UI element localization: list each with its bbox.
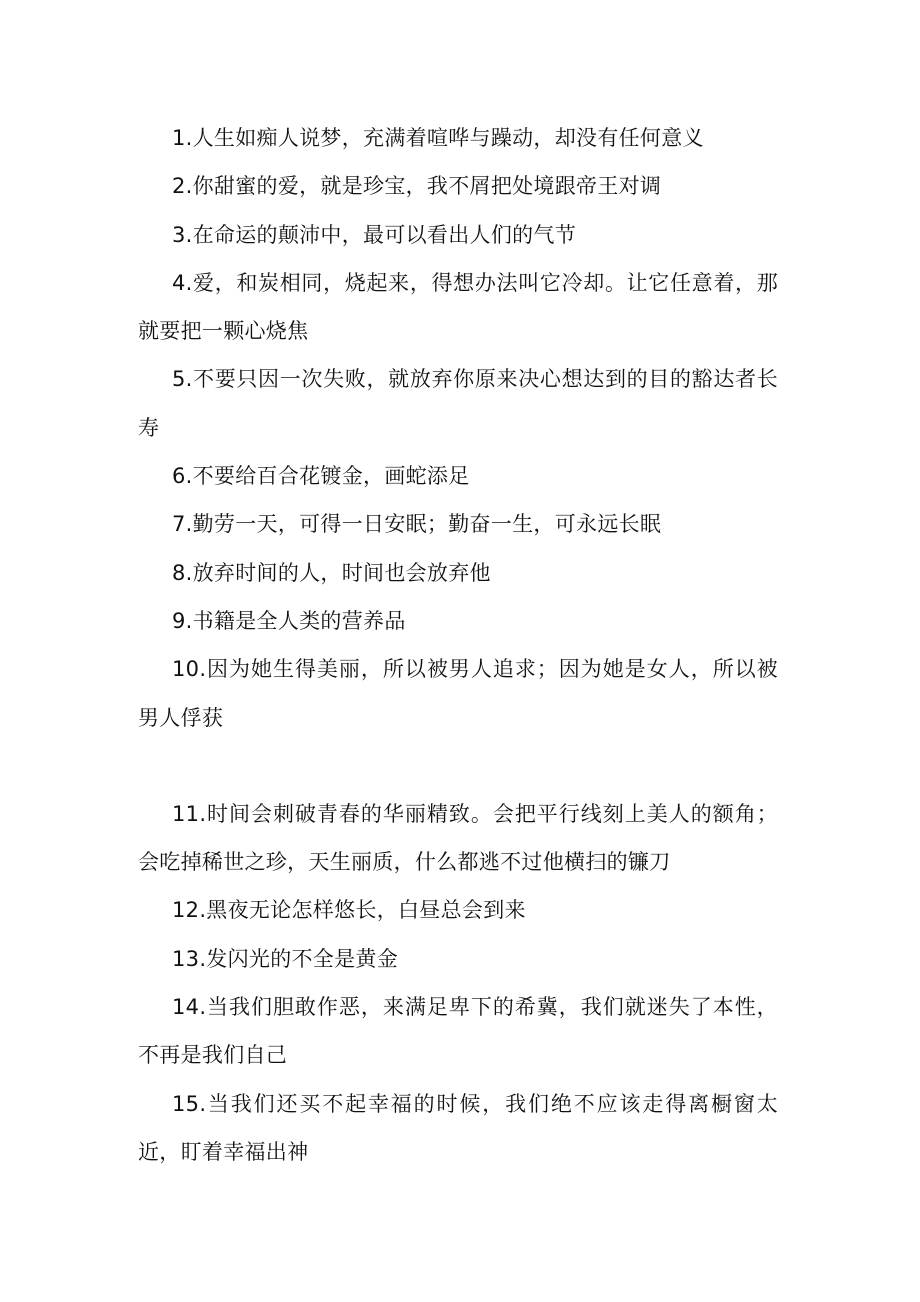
quote-item-3: 3.在命运的颠沛中，最可以看出人们的气节 [172, 222, 577, 247]
quote-item-14: 14.当我们胆敢作恶，来满足卑下的希冀，我们就迷失了本性，不再是我们自己 [138, 995, 778, 1068]
quote-item-10: 10.因为她生得美丽，所以被男人追求；因为她是女人，所以被男人俘获 [138, 657, 778, 730]
quote-item-7: 7.勤劳一天，可得一日安眠；勤奋一生，可永远长眠 [172, 512, 662, 537]
quote-item-12: 12.黑夜无论怎样悠长，白昼总会到来 [172, 898, 526, 923]
paragraph-gap [138, 742, 778, 790]
quote-item-13: 13.发闪光的不全是黄金 [172, 946, 398, 971]
quote-item-5: 5.不要只因一次失败，就放弃你原来决心想达到的目的豁达者长寿 [138, 367, 778, 440]
quote-item-9: 9.书籍是全人类的营养品 [172, 608, 406, 633]
quote-item-8: 8.放弃时间的人，时间也会放弃他 [172, 560, 491, 585]
quote-item-1: 1.人生如痴人说梦，充满着喧哗与躁动，却没有任何意义 [172, 126, 704, 150]
quote-list [138, 114, 778, 1176]
quote-item-4: 4.爱，和炭相同，烧起来，得想办法叫它冷却。让它任意着，那就要把一颗心烧焦 [138, 270, 778, 344]
quote-item-2: 2.你甜蜜的爱，就是珍宝，我不屑把处境跟帝王对调 [172, 174, 662, 199]
quote-item-11: 11.时间会刺破青春的华丽精致。会把平行线刻上美人的额角；会吃掉稀世之珍，天生丽质，什么都逃不过他横扫的镰刀 [138, 801, 778, 875]
quote-item-15: 15.当我们还买不起幸福的时候，我们绝不应该走得离橱窗太近，盯着幸福出神 [138, 1091, 778, 1164]
quote-item-6: 6.不要给百合花镀金，画蛇添足 [172, 464, 470, 489]
